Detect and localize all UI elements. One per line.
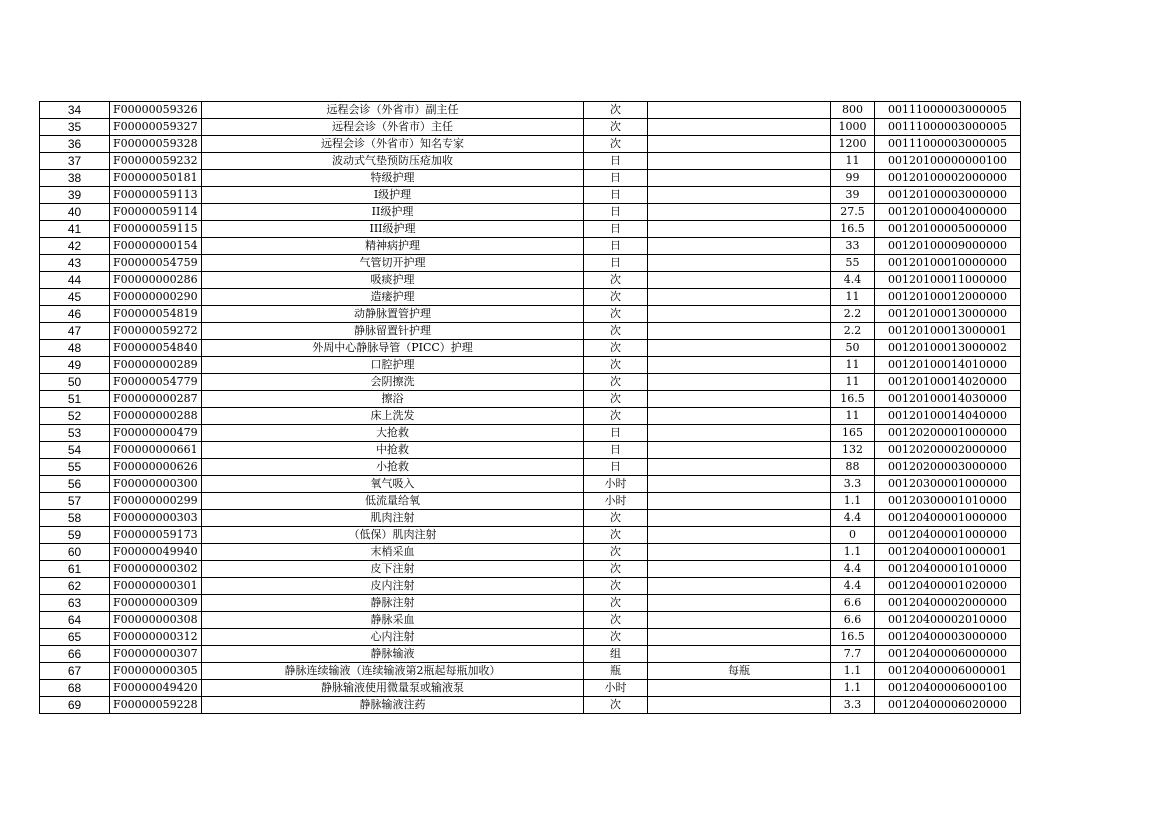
item-code-cell: F00000000309 xyxy=(110,595,202,612)
price-cell: 11 xyxy=(831,408,875,425)
table-row xyxy=(40,646,1021,663)
item-name-cell: 静脉输液注药 xyxy=(202,697,584,714)
pricing-note-cell xyxy=(648,646,831,663)
unit-cell: 次 xyxy=(584,595,648,612)
row-number-cell: 61 xyxy=(40,561,110,578)
price-cell: 2.2 xyxy=(831,323,875,340)
item-code-cell: F00000000308 xyxy=(110,612,202,629)
row-number-cell: 55 xyxy=(40,459,110,476)
price-cell: 6.6 xyxy=(831,595,875,612)
item-name-cell: 心内注射 xyxy=(202,629,584,646)
item-code-cell: F00000049940 xyxy=(110,544,202,561)
item-code-cell: F00000000301 xyxy=(110,578,202,595)
standard-code-cell: 00120100014040000 xyxy=(875,408,1021,425)
item-code-cell: F00000000299 xyxy=(110,493,202,510)
row-number-cell: 40 xyxy=(40,204,110,221)
row-number-cell: 36 xyxy=(40,136,110,153)
price-cell: 1.1 xyxy=(831,680,875,697)
item-name-cell: 外周中心静脉导管（PICC）护理 xyxy=(202,340,584,357)
price-cell: 4.4 xyxy=(831,578,875,595)
price-cell: 4.4 xyxy=(831,510,875,527)
standard-code-cell: 00120100013000002 xyxy=(875,340,1021,357)
pricing-note-cell: 每瓶 xyxy=(648,663,831,680)
pricing-note-cell xyxy=(648,612,831,629)
item-code-cell: F00000054759 xyxy=(110,255,202,272)
unit-cell: 次 xyxy=(584,119,648,136)
pricing-note-cell xyxy=(648,680,831,697)
item-name-cell: 静脉注射 xyxy=(202,595,584,612)
unit-cell: 日 xyxy=(584,221,648,238)
unit-cell: 日 xyxy=(584,153,648,170)
item-code-cell: F00000000312 xyxy=(110,629,202,646)
pricing-note-cell xyxy=(648,119,831,136)
table-row xyxy=(40,442,1021,459)
unit-cell: 日 xyxy=(584,459,648,476)
item-name-cell: 中抢救 xyxy=(202,442,584,459)
item-code-cell: F00000000287 xyxy=(110,391,202,408)
table-row xyxy=(40,527,1021,544)
standard-code-cell: 00120100005000000 xyxy=(875,221,1021,238)
standard-code-cell: 00120100014030000 xyxy=(875,391,1021,408)
price-cell: 1.1 xyxy=(831,544,875,561)
price-cell: 800 xyxy=(831,102,875,119)
item-name-cell: 特级护理 xyxy=(202,170,584,187)
item-name-cell: 静脉连续输液（连续输液第2瓶起每瓶加收） xyxy=(202,663,584,680)
item-code-cell: F00000000302 xyxy=(110,561,202,578)
standard-code-cell: 00120100009000000 xyxy=(875,238,1021,255)
unit-cell: 次 xyxy=(584,510,648,527)
table-row xyxy=(40,493,1021,510)
table-row xyxy=(40,544,1021,561)
item-code-cell: F00000059115 xyxy=(110,221,202,238)
table-row xyxy=(40,238,1021,255)
price-cell: 3.3 xyxy=(831,476,875,493)
table-row xyxy=(40,340,1021,357)
unit-cell: 次 xyxy=(584,136,648,153)
standard-code-cell: 00120100013000001 xyxy=(875,323,1021,340)
row-number-cell: 65 xyxy=(40,629,110,646)
pricing-note-cell xyxy=(648,697,831,714)
standard-code-cell: 00120100014010000 xyxy=(875,357,1021,374)
standard-code-cell: 00120400001000000 xyxy=(875,510,1021,527)
standard-code-cell: 00120100003000000 xyxy=(875,187,1021,204)
item-name-cell: 造瘘护理 xyxy=(202,289,584,306)
row-number-cell: 38 xyxy=(40,170,110,187)
item-code-cell: F00000050181 xyxy=(110,170,202,187)
table-row xyxy=(40,102,1021,119)
item-name-cell: 床上洗发 xyxy=(202,408,584,425)
row-number-cell: 34 xyxy=(40,102,110,119)
row-number-cell: 64 xyxy=(40,612,110,629)
row-number-cell: 51 xyxy=(40,391,110,408)
row-number-cell: 57 xyxy=(40,493,110,510)
item-code-cell: F00000000290 xyxy=(110,289,202,306)
table-row xyxy=(40,306,1021,323)
unit-cell: 次 xyxy=(584,561,648,578)
price-cell: 55 xyxy=(831,255,875,272)
item-code-cell: F00000059114 xyxy=(110,204,202,221)
item-name-cell: 小抢救 xyxy=(202,459,584,476)
unit-cell: 日 xyxy=(584,187,648,204)
item-code-cell: F00000000289 xyxy=(110,357,202,374)
standard-code-cell: 00120400002010000 xyxy=(875,612,1021,629)
standard-code-cell: 00120200001000000 xyxy=(875,425,1021,442)
item-name-cell: 大抢救 xyxy=(202,425,584,442)
row-number-cell: 49 xyxy=(40,357,110,374)
pricing-note-cell xyxy=(648,238,831,255)
row-number-cell: 44 xyxy=(40,272,110,289)
item-name-cell: III级护理 xyxy=(202,221,584,238)
table-row xyxy=(40,187,1021,204)
standard-code-cell: 00120400001000001 xyxy=(875,544,1021,561)
unit-cell: 次 xyxy=(584,697,648,714)
pricing-note-cell xyxy=(648,561,831,578)
item-code-cell: F00000000300 xyxy=(110,476,202,493)
table-row xyxy=(40,476,1021,493)
row-number-cell: 60 xyxy=(40,544,110,561)
standard-code-cell: 00120400006020000 xyxy=(875,697,1021,714)
standard-code-cell: 00120100013000000 xyxy=(875,306,1021,323)
standard-code-cell: 00120400006000001 xyxy=(875,663,1021,680)
price-cell: 11 xyxy=(831,289,875,306)
item-code-cell: F00000000307 xyxy=(110,646,202,663)
item-name-cell: 皮内注射 xyxy=(202,578,584,595)
unit-cell: 小时 xyxy=(584,493,648,510)
unit-cell: 次 xyxy=(584,374,648,391)
pricing-note-cell xyxy=(648,102,831,119)
price-cell: 6.6 xyxy=(831,612,875,629)
unit-cell: 日 xyxy=(584,204,648,221)
item-name-cell: 口腔护理 xyxy=(202,357,584,374)
row-number-cell: 43 xyxy=(40,255,110,272)
table-row xyxy=(40,425,1021,442)
item-name-cell: 吸痰护理 xyxy=(202,272,584,289)
table-row xyxy=(40,459,1021,476)
table-row xyxy=(40,578,1021,595)
item-code-cell: F00000000626 xyxy=(110,459,202,476)
standard-code-cell: 00120300001000000 xyxy=(875,476,1021,493)
price-cell: 2.2 xyxy=(831,306,875,323)
unit-cell: 日 xyxy=(584,442,648,459)
pricing-note-cell xyxy=(648,221,831,238)
price-cell: 1200 xyxy=(831,136,875,153)
item-code-cell: F00000054819 xyxy=(110,306,202,323)
unit-cell: 次 xyxy=(584,323,648,340)
pricing-note-cell xyxy=(648,204,831,221)
table-row xyxy=(40,136,1021,153)
price-cell: 27.5 xyxy=(831,204,875,221)
row-number-cell: 63 xyxy=(40,595,110,612)
table-row xyxy=(40,119,1021,136)
standard-code-cell: 00120100010000000 xyxy=(875,255,1021,272)
unit-cell: 次 xyxy=(584,527,648,544)
price-cell: 33 xyxy=(831,238,875,255)
item-name-cell: 末梢采血 xyxy=(202,544,584,561)
unit-cell: 次 xyxy=(584,357,648,374)
table-row xyxy=(40,170,1021,187)
unit-cell: 次 xyxy=(584,629,648,646)
price-cell: 3.3 xyxy=(831,697,875,714)
row-number-cell: 67 xyxy=(40,663,110,680)
pricing-note-cell xyxy=(648,170,831,187)
standard-code-cell: 00120300001010000 xyxy=(875,493,1021,510)
item-name-cell: 远程会诊（外省市）知名专家 xyxy=(202,136,584,153)
row-number-cell: 62 xyxy=(40,578,110,595)
table-row xyxy=(40,272,1021,289)
unit-cell: 组 xyxy=(584,646,648,663)
row-number-cell: 46 xyxy=(40,306,110,323)
item-name-cell: 氧气吸入 xyxy=(202,476,584,493)
pricing-note-cell xyxy=(648,153,831,170)
unit-cell: 次 xyxy=(584,612,648,629)
item-name-cell: 波动式气垫预防压疮加收 xyxy=(202,153,584,170)
unit-cell: 次 xyxy=(584,272,648,289)
item-name-cell: 远程会诊（外省市）主任 xyxy=(202,119,584,136)
standard-code-cell: 00120100012000000 xyxy=(875,289,1021,306)
pricing-note-cell xyxy=(648,323,831,340)
item-name-cell: 静脉采血 xyxy=(202,612,584,629)
pricing-note-cell xyxy=(648,510,831,527)
standard-code-cell: 00120400001000000 xyxy=(875,527,1021,544)
item-code-cell: F00000054779 xyxy=(110,374,202,391)
row-number-cell: 35 xyxy=(40,119,110,136)
unit-cell: 瓶 xyxy=(584,663,648,680)
pricing-note-cell xyxy=(648,595,831,612)
unit-cell: 日 xyxy=(584,255,648,272)
table-row xyxy=(40,663,1021,680)
unit-cell: 次 xyxy=(584,306,648,323)
row-number-cell: 56 xyxy=(40,476,110,493)
row-number-cell: 66 xyxy=(40,646,110,663)
pricing-note-cell xyxy=(648,340,831,357)
item-name-cell: 静脉输液 xyxy=(202,646,584,663)
unit-cell: 次 xyxy=(584,102,648,119)
item-code-cell: F00000059272 xyxy=(110,323,202,340)
price-cell: 1.1 xyxy=(831,663,875,680)
standard-code-cell: 00120200003000000 xyxy=(875,459,1021,476)
table-row xyxy=(40,697,1021,714)
pricing-note-cell xyxy=(648,493,831,510)
price-cell: 99 xyxy=(831,170,875,187)
price-cell: 88 xyxy=(831,459,875,476)
pricing-note-cell xyxy=(648,357,831,374)
standard-code-cell: 00120100002000000 xyxy=(875,170,1021,187)
item-code-cell: F00000059113 xyxy=(110,187,202,204)
item-code-cell: F00000059327 xyxy=(110,119,202,136)
item-code-cell: F00000059228 xyxy=(110,697,202,714)
standard-code-cell: 00120400006000000 xyxy=(875,646,1021,663)
item-code-cell: F00000000661 xyxy=(110,442,202,459)
item-name-cell: 肌肉注射 xyxy=(202,510,584,527)
item-code-cell: F00000059326 xyxy=(110,102,202,119)
unit-cell: 次 xyxy=(584,544,648,561)
item-code-cell: F00000059232 xyxy=(110,153,202,170)
unit-cell: 小时 xyxy=(584,476,648,493)
pricing-note-cell xyxy=(648,459,831,476)
unit-cell: 次 xyxy=(584,408,648,425)
table-row xyxy=(40,391,1021,408)
unit-cell: 次 xyxy=(584,289,648,306)
unit-cell: 日 xyxy=(584,170,648,187)
price-cell: 4.4 xyxy=(831,561,875,578)
row-number-cell: 47 xyxy=(40,323,110,340)
pricing-note-cell xyxy=(648,272,831,289)
item-name-cell: 气管切开护理 xyxy=(202,255,584,272)
table-row xyxy=(40,629,1021,646)
row-number-cell: 41 xyxy=(40,221,110,238)
standard-code-cell: 00120100004000000 xyxy=(875,204,1021,221)
price-cell: 165 xyxy=(831,425,875,442)
row-number-cell: 50 xyxy=(40,374,110,391)
unit-cell: 次 xyxy=(584,578,648,595)
table-row xyxy=(40,357,1021,374)
item-name-cell: （低保）肌肉注射 xyxy=(202,527,584,544)
standard-code-cell: 00120200002000000 xyxy=(875,442,1021,459)
table-row xyxy=(40,680,1021,697)
item-code-cell: F00000000305 xyxy=(110,663,202,680)
pricing-note-cell xyxy=(648,255,831,272)
standard-code-cell: 00120400001020000 xyxy=(875,578,1021,595)
unit-cell: 小时 xyxy=(584,680,648,697)
price-cell: 132 xyxy=(831,442,875,459)
price-cell: 16.5 xyxy=(831,629,875,646)
item-code-cell: F00000059328 xyxy=(110,136,202,153)
table-row xyxy=(40,595,1021,612)
row-number-cell: 42 xyxy=(40,238,110,255)
table-row xyxy=(40,255,1021,272)
row-number-cell: 37 xyxy=(40,153,110,170)
item-code-cell: F00000049420 xyxy=(110,680,202,697)
price-cell: 1.1 xyxy=(831,493,875,510)
pricing-note-cell xyxy=(648,374,831,391)
pricing-note-cell xyxy=(648,391,831,408)
table-row xyxy=(40,289,1021,306)
price-cell: 16.5 xyxy=(831,391,875,408)
item-name-cell: 会阴擦洗 xyxy=(202,374,584,391)
pricing-note-cell xyxy=(648,408,831,425)
standard-code-cell: 00120400006000100 xyxy=(875,680,1021,697)
table-row xyxy=(40,408,1021,425)
unit-cell: 日 xyxy=(584,238,648,255)
row-number-cell: 59 xyxy=(40,527,110,544)
item-name-cell: 动静脉置管护理 xyxy=(202,306,584,323)
standard-code-cell: 00120400002000000 xyxy=(875,595,1021,612)
item-name-cell: 静脉留置针护理 xyxy=(202,323,584,340)
price-cell: 7.7 xyxy=(831,646,875,663)
item-name-cell: 精神病护理 xyxy=(202,238,584,255)
item-code-cell: F00000054840 xyxy=(110,340,202,357)
table-row xyxy=(40,221,1021,238)
table-row xyxy=(40,561,1021,578)
item-name-cell: 擦浴 xyxy=(202,391,584,408)
price-cell: 11 xyxy=(831,374,875,391)
item-code-cell: F00000000479 xyxy=(110,425,202,442)
table-row xyxy=(40,204,1021,221)
item-code-cell: F00000000303 xyxy=(110,510,202,527)
price-cell: 39 xyxy=(831,187,875,204)
standard-code-cell: 00120100000000100 xyxy=(875,153,1021,170)
item-name-cell: II级护理 xyxy=(202,204,584,221)
pricing-note-cell xyxy=(648,136,831,153)
row-number-cell: 45 xyxy=(40,289,110,306)
unit-cell: 次 xyxy=(584,391,648,408)
pricing-note-cell xyxy=(648,629,831,646)
pricing-note-cell xyxy=(648,425,831,442)
price-cell: 0 xyxy=(831,527,875,544)
price-table xyxy=(39,101,1021,714)
price-cell: 11 xyxy=(831,357,875,374)
pricing-note-cell xyxy=(648,578,831,595)
pricing-note-cell xyxy=(648,442,831,459)
standard-code-cell: 00120400001010000 xyxy=(875,561,1021,578)
pricing-note-cell xyxy=(648,289,831,306)
row-number-cell: 54 xyxy=(40,442,110,459)
item-name-cell: 皮下注射 xyxy=(202,561,584,578)
row-number-cell: 48 xyxy=(40,340,110,357)
pricing-note-cell xyxy=(648,544,831,561)
item-name-cell: 远程会诊（外省市）副主任 xyxy=(202,102,584,119)
item-code-cell: F00000000288 xyxy=(110,408,202,425)
table-row xyxy=(40,323,1021,340)
row-number-cell: 39 xyxy=(40,187,110,204)
item-name-cell: 静脉输液使用微量泵或输液泵 xyxy=(202,680,584,697)
pricing-note-cell xyxy=(648,306,831,323)
unit-cell: 次 xyxy=(584,340,648,357)
standard-code-cell: 00120100014020000 xyxy=(875,374,1021,391)
row-number-cell: 53 xyxy=(40,425,110,442)
price-cell: 4.4 xyxy=(831,272,875,289)
standard-code-cell: 00120100011000000 xyxy=(875,272,1021,289)
table-row xyxy=(40,612,1021,629)
row-number-cell: 58 xyxy=(40,510,110,527)
table-row xyxy=(40,510,1021,527)
item-name-cell: I级护理 xyxy=(202,187,584,204)
standard-code-cell: 00111000003000005 xyxy=(875,136,1021,153)
pricing-note-cell xyxy=(648,527,831,544)
standard-code-cell: 00111000003000005 xyxy=(875,102,1021,119)
price-cell: 1000 xyxy=(831,119,875,136)
standard-code-cell: 00120400003000000 xyxy=(875,629,1021,646)
table-body xyxy=(40,102,1021,714)
table-row xyxy=(40,374,1021,391)
pricing-note-cell xyxy=(648,187,831,204)
price-cell: 50 xyxy=(831,340,875,357)
row-number-cell: 52 xyxy=(40,408,110,425)
row-number-cell: 69 xyxy=(40,697,110,714)
pricing-note-cell xyxy=(648,476,831,493)
item-code-cell: F00000059173 xyxy=(110,527,202,544)
item-code-cell: F00000000286 xyxy=(110,272,202,289)
item-code-cell: F00000000154 xyxy=(110,238,202,255)
unit-cell: 日 xyxy=(584,425,648,442)
row-number-cell: 68 xyxy=(40,680,110,697)
standard-code-cell: 00111000003000005 xyxy=(875,119,1021,136)
price-cell: 16.5 xyxy=(831,221,875,238)
table-row xyxy=(40,153,1021,170)
price-cell: 11 xyxy=(831,153,875,170)
item-name-cell: 低流量给氧 xyxy=(202,493,584,510)
